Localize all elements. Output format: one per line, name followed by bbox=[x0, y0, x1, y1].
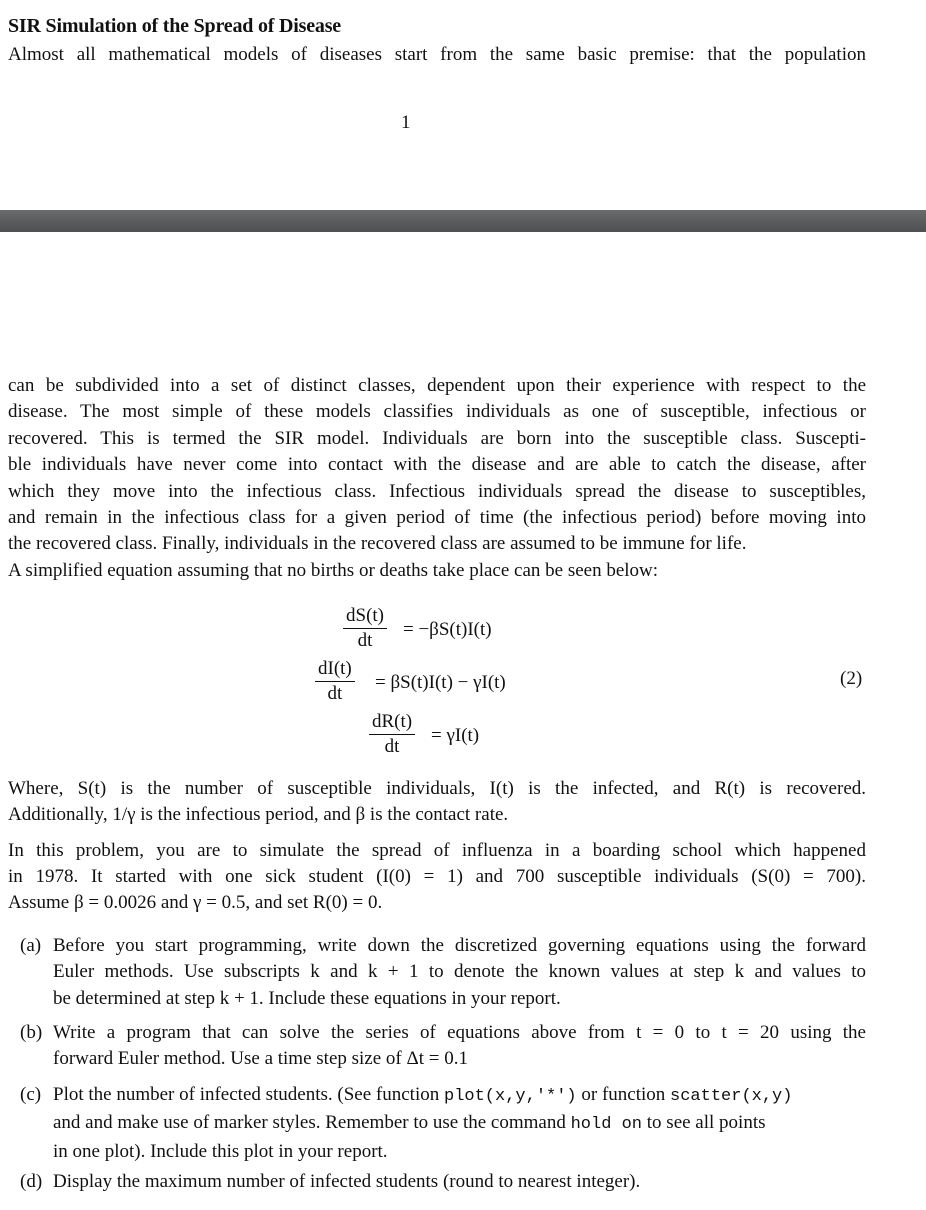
code-plot: plot(x,y,'*') bbox=[444, 1087, 577, 1106]
item-line: Write a program that can solve the series of equations above from t = 0 to t = 20 using the bbox=[53, 1022, 866, 1043]
eq1-numerator: dS(t) bbox=[343, 604, 387, 629]
code-hold-on: hold on bbox=[570, 1115, 643, 1135]
eq3-numerator: dR(t) bbox=[369, 710, 415, 735]
item-line bbox=[53, 1110, 866, 1138]
paragraph-line: ble individuals have never come into contact with the disease and are able to catch the disease, after bbox=[8, 454, 866, 476]
eq2-denominator: dt bbox=[327, 683, 343, 704]
problem-line-1: In this problem, you are to simulate the spread of influenza in a boarding school which happened bbox=[8, 840, 866, 861]
paragraph-line: the recovered class. Finally, individuals in the recovered class are assumed to be immune for life. bbox=[8, 533, 747, 555]
equation-number: (2) bbox=[840, 668, 863, 689]
task-item-d bbox=[20, 1169, 866, 1195]
task-item-c bbox=[20, 1082, 866, 1165]
page-break-bar bbox=[0, 210, 926, 232]
item-label: (b) bbox=[20, 1022, 43, 1043]
paragraph-line: can be subdivided into a set of distinct classes, dependent upon their experience with respect to the bbox=[8, 375, 866, 396]
item-text: to see all points bbox=[642, 1112, 766, 1134]
problem-line-2: in 1978. It started with one sick student (I(0) = 1) and 700 susceptible individuals (S(0) = 700). bbox=[8, 866, 866, 887]
item-line bbox=[53, 1082, 866, 1110]
eq2-rhs: = βS(t)I(t) − γI(t) bbox=[375, 672, 506, 693]
equation-intro-line: A simplified equation assuming that no births or deaths take place can be seen below: bbox=[8, 559, 659, 581]
where-line-1: Where, S(t) is the number of susceptible individuals, I(t) is the infected, and R(t) is recovered. bbox=[8, 778, 866, 799]
eq2-numerator: dI(t) bbox=[315, 657, 355, 682]
eq3-fraction bbox=[369, 710, 415, 759]
item-line: be determined at step k + 1. Include these equations in your report. bbox=[53, 987, 561, 1009]
item-line: forward Euler method. Use a time step size of Δt = 0.1 bbox=[53, 1048, 468, 1070]
eq1-fraction bbox=[343, 604, 387, 653]
task-item-a bbox=[20, 933, 866, 1012]
item-text: and and make use of marker styles. Remember to use the command bbox=[53, 1112, 571, 1134]
task-item-b bbox=[20, 1020, 866, 1073]
item-line: Display the maximum number of infected students (round to nearest integer). bbox=[53, 1171, 641, 1192]
item-text: Plot the number of infected students. (See function bbox=[53, 1084, 444, 1105]
page-number: 1 bbox=[401, 112, 411, 133]
item-label: (d) bbox=[20, 1171, 43, 1192]
item-line: Before you start programming, write down the discretized governing equations using the forward bbox=[53, 935, 866, 956]
paragraph-line: and remain in the infectious class for a given period of time (the infectious period) before moving into bbox=[8, 507, 866, 529]
item-label: (a) bbox=[20, 935, 42, 956]
item-text: or function bbox=[576, 1084, 671, 1105]
item-line: Euler methods. Use subscripts k and k + 1 to denote the known values at step k and values to bbox=[53, 961, 866, 983]
eq1-rhs: = −βS(t)I(t) bbox=[403, 619, 492, 640]
document-title: SIR Simulation of the Spread of Disease bbox=[8, 15, 341, 37]
eq1-denominator: dt bbox=[357, 630, 373, 651]
where-line-2: Additionally, 1/γ is the infectious period, and β is the contact rate. bbox=[8, 804, 509, 825]
eq3-rhs: = γI(t) bbox=[431, 725, 480, 746]
item-line: in one plot). Include this plot in your report. bbox=[53, 1140, 388, 1162]
problem-line-3: Assume β = 0.0026 and γ = 0.5, and set R(0) = 0. bbox=[8, 892, 383, 913]
intro-line: Almost all mathematical models of diseases start from the same basic premise: that the population bbox=[8, 44, 866, 65]
paragraph-line: which they move into the infectious class. Infectious individuals spread the disease to susceptibles, bbox=[8, 480, 866, 502]
paragraph-line: disease. The most simple of these models classifies individuals as one of susceptible, infectious or bbox=[8, 401, 866, 423]
item-label: (c) bbox=[20, 1084, 42, 1105]
sir-description-paragraph bbox=[8, 373, 866, 584]
eq2-fraction bbox=[315, 657, 355, 706]
paragraph-line: recovered. This is termed the SIR model. Individuals are born into the susceptible class. Suscepti- bbox=[8, 427, 866, 449]
eq3-denominator: dt bbox=[384, 736, 400, 757]
code-scatter: scatter(x,y) bbox=[670, 1087, 793, 1106]
